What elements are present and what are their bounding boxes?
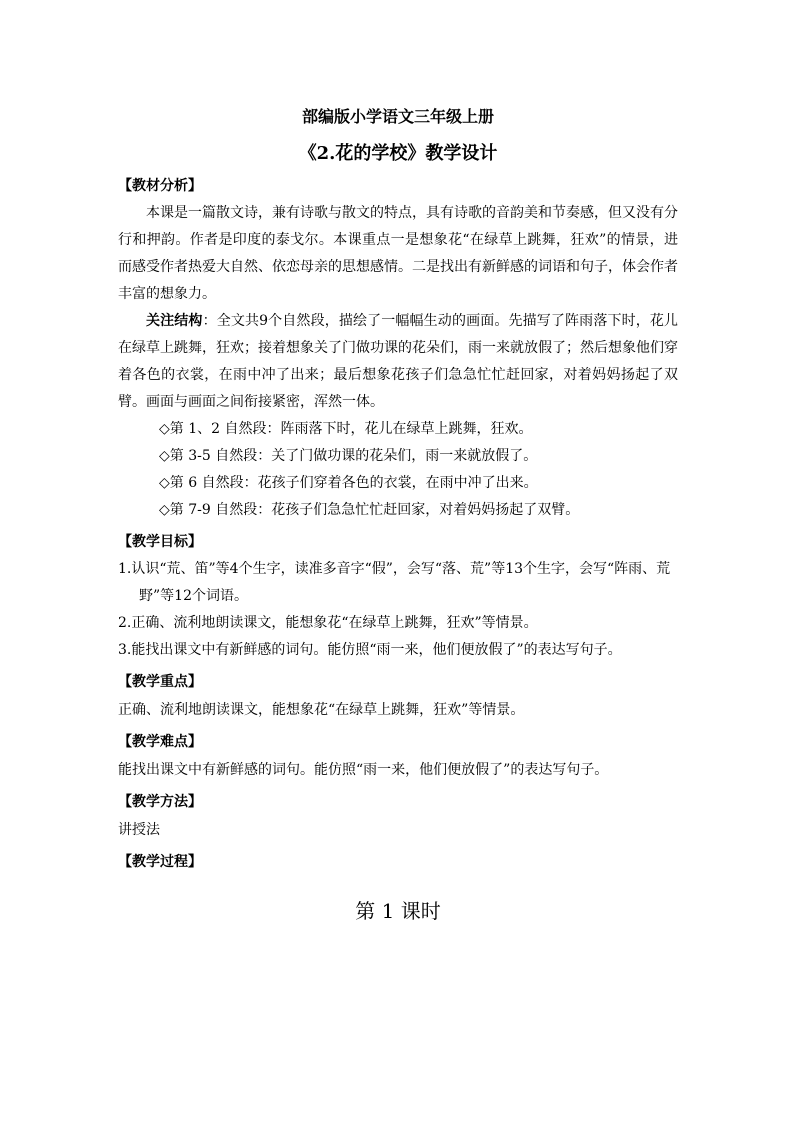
- goal-item: 1.认识“荒、笛”等4个生字，读准多音字“假”，会写“落、荒”等13个生字，会写“阵雨、荒野”等12个词语。: [118, 561, 671, 604]
- structure-label: 关注结构: [146, 313, 203, 329]
- section-heading-key-points: 【教学重点】: [118, 674, 202, 690]
- structure-point: ◇第 7-9 自然段：花孩子们急急忙忙赶回家，对着妈妈扬起了双臂。: [159, 502, 580, 518]
- document-page: [118, 96, 678, 926]
- section-heading-analysis: 【教材分析】: [118, 178, 202, 194]
- section-heading-process: 【教学过程】: [118, 854, 202, 870]
- goal-item: 3.能找出课文中有新鲜感的词句。能仿照“雨一来，他们便放假了”的表达写句子。: [118, 642, 622, 658]
- lesson-title: 第 1 课时: [355, 899, 441, 923]
- structure-point: ◇第 6 自然段：花孩子们穿着各色的衣裳，在雨中冲了出来。: [159, 475, 538, 491]
- section-heading-difficulties: 【教学难点】: [118, 734, 202, 750]
- difficulties-text: 能找出课文中有新鲜感的词句。能仿照“雨一来，他们便放假了”的表达写句子。: [118, 762, 609, 778]
- structure-point: ◇第 1、2 自然段：阵雨落下时，花儿在绿草上跳舞，狂欢。: [159, 421, 533, 437]
- lesson-subtitle: 《2.花的学校》教学设计: [298, 143, 498, 164]
- goal-item: 2.正确、流利地朗读课文，能想象花“在绿草上跳舞，狂欢”等情景。: [118, 615, 538, 631]
- section-heading-methods: 【教学方法】: [118, 794, 202, 810]
- structure-text: ：全文共9个自然段，描绘了一幅幅生动的画面。先描写了阵雨落下时，花儿在绿草上跳舞，狂欢；接着想象关了门做功课的花朵们，雨一来就放假了；然后想象他们穿着各色的衣裳，在雨中冲了出来；最后想象花孩子们急急忙忙赶回家，对着妈妈扬起了双臂。画面与画面之间衔接紧密，浑然一体。: [118, 313, 679, 410]
- key-points-text: 正确、流利地朗读课文，能想象花“在绿草上跳舞，狂欢”等情景。: [118, 702, 525, 718]
- document-title: 部编版小学语文三年级上册: [301, 107, 494, 126]
- methods-text: 讲授法: [118, 822, 160, 838]
- structure-point: ◇第 3-5 自然段：关了门做功课的花朵们，雨一来就放假了。: [159, 448, 538, 464]
- section-heading-goals: 【教学目标】: [118, 534, 202, 550]
- analysis-intro: 本课是一篇散文诗，兼有诗歌与散文的特点，具有诗歌的音韵美和节奏感，但又没有分行和押韵。作者是印度的泰戈尔。本课重点一是想象花“在绿草上跳舞，狂欢”的情景，进而感受作者热爱大自然、依恋母亲的思想感情。二是找出有新鲜感的词语和句子，体会作者丰富的想象力。: [118, 205, 678, 302]
- analysis-structure: [118, 308, 678, 416]
